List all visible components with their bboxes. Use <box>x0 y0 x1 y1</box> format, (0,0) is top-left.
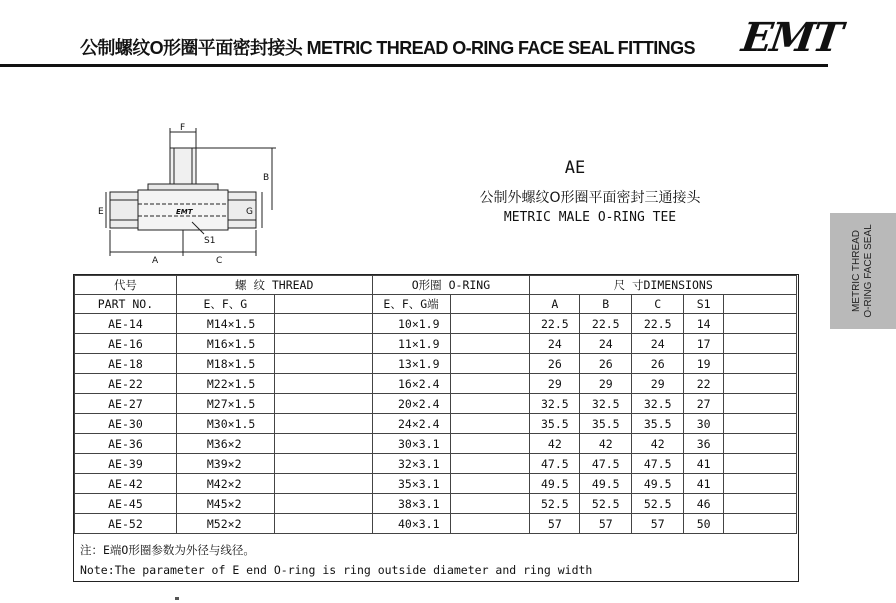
cell-blank <box>724 414 797 434</box>
cell-blank <box>450 334 530 354</box>
cell-oring: 10×1.9 <box>372 314 450 334</box>
cell-a: 57 <box>530 514 580 534</box>
cell-part-no: AE-52 <box>75 514 177 534</box>
table-row <box>75 334 797 354</box>
cell-b: 24 <box>580 334 632 354</box>
cell-part-no: AE-45 <box>75 494 177 514</box>
table-body <box>75 314 797 534</box>
cell-c: 52.5 <box>632 494 684 514</box>
table-notes <box>80 540 792 580</box>
table-row <box>75 354 797 374</box>
table-row <box>75 454 797 474</box>
header-dims-blank <box>724 295 797 314</box>
cell-part-no: AE-22 <box>75 374 177 394</box>
dimensions-table <box>74 275 797 534</box>
drawing-label-a: A <box>152 256 159 266</box>
section-side-tab <box>830 213 896 329</box>
cell-a: 52.5 <box>530 494 580 514</box>
note-cn: 注：E端O形圈参数为外径与线径。 <box>80 543 255 557</box>
cell-thread: M22×1.5 <box>176 374 274 394</box>
header-thread-sub: E、F、G <box>176 295 274 314</box>
table-row <box>75 374 797 394</box>
header-code-cn: 代号 <box>75 276 177 295</box>
header-a: A <box>530 295 580 314</box>
cell-thread: M14×1.5 <box>176 314 274 334</box>
cell-s1: 17 <box>684 334 724 354</box>
cell-thread: M16×1.5 <box>176 334 274 354</box>
cell-thread: M36×2 <box>176 434 274 454</box>
cell-c: 22.5 <box>632 314 684 334</box>
drawing-run-left <box>110 192 138 228</box>
cell-s1: 22 <box>684 374 724 394</box>
header-dimensions: 尺 寸DIMENSIONS <box>530 276 797 295</box>
side-tab-line-1: METRIC THREAD <box>851 229 862 313</box>
brand-logo: EMT <box>738 14 844 61</box>
cell-oring: 30×3.1 <box>372 434 450 454</box>
cell-part-no: AE-14 <box>75 314 177 334</box>
cell-blank <box>450 374 530 394</box>
cell-s1: 50 <box>684 514 724 534</box>
cell-c: 47.5 <box>632 454 684 474</box>
cell-b: 42 <box>580 434 632 454</box>
cell-b: 49.5 <box>580 474 632 494</box>
header-oring-blank <box>450 295 530 314</box>
side-tab-label <box>851 224 875 317</box>
cell-a: 35.5 <box>530 414 580 434</box>
cell-c: 32.5 <box>632 394 684 414</box>
cell-b: 57 <box>580 514 632 534</box>
cell-oring: 38×3.1 <box>372 494 450 514</box>
cell-c: 57 <box>632 514 684 534</box>
header-thread-blank <box>274 295 372 314</box>
cell-blank <box>274 394 372 414</box>
cell-oring: 11×1.9 <box>372 334 450 354</box>
cell-blank <box>724 454 797 474</box>
cell-blank <box>450 394 530 414</box>
side-tab-line-2: O-RING FACE SEAL <box>863 224 874 318</box>
cell-oring: 16×2.4 <box>372 374 450 394</box>
cell-blank <box>450 474 530 494</box>
drawing-label-g: G <box>246 207 253 217</box>
header-part-no: PART NO. <box>75 295 177 314</box>
cell-blank <box>274 474 372 494</box>
cell-s1: 41 <box>684 454 724 474</box>
table-row <box>75 414 797 434</box>
cell-blank <box>274 314 372 334</box>
cell-b: 35.5 <box>580 414 632 434</box>
cell-thread: M45×2 <box>176 494 274 514</box>
tee-fitting-drawing <box>96 122 286 272</box>
header-divider <box>0 64 828 67</box>
cell-c: 49.5 <box>632 474 684 494</box>
cell-s1: 41 <box>684 474 724 494</box>
cell-blank <box>724 334 797 354</box>
cell-b: 26 <box>580 354 632 374</box>
cell-blank <box>450 314 530 334</box>
table-row <box>75 474 797 494</box>
table-row <box>75 314 797 334</box>
table-row <box>75 514 797 534</box>
cell-oring: 40×3.1 <box>372 514 450 534</box>
cell-a: 24 <box>530 334 580 354</box>
cell-c: 26 <box>632 354 684 374</box>
cell-blank <box>274 334 372 354</box>
part-name-en: METRIC MALE O-RING TEE <box>503 210 677 225</box>
part-code: AE <box>564 158 586 178</box>
cell-blank <box>724 474 797 494</box>
table-row <box>75 434 797 454</box>
drawing-stamp: EMT <box>176 208 193 216</box>
cell-part-no: AE-16 <box>75 334 177 354</box>
cell-blank <box>450 514 530 534</box>
cell-thread: M30×1.5 <box>176 414 274 434</box>
cell-oring: 35×3.1 <box>372 474 450 494</box>
cell-thread: M18×1.5 <box>176 354 274 374</box>
cell-thread: M42×2 <box>176 474 274 494</box>
cell-a: 22.5 <box>530 314 580 334</box>
cell-s1: 19 <box>684 354 724 374</box>
cell-s1: 30 <box>684 414 724 434</box>
cell-thread: M52×2 <box>176 514 274 534</box>
page-title: 公制螺纹O形圈平面密封接头 METRIC THREAD O-RING FACE SEAL FITTINGS <box>80 38 695 58</box>
cell-part-no: AE-42 <box>75 474 177 494</box>
cell-s1: 36 <box>684 434 724 454</box>
footer-mark <box>175 597 179 600</box>
note-en: Note:The parameter of E end O-ring is ring outside diameter and ring width <box>80 563 593 577</box>
cell-s1: 14 <box>684 314 724 334</box>
header-oring: O形圈 O-RING <box>372 276 530 295</box>
header-c: C <box>632 295 684 314</box>
cell-blank <box>274 514 372 534</box>
cell-a: 32.5 <box>530 394 580 414</box>
cell-part-no: AE-27 <box>75 394 177 414</box>
header-thread: 螺 纹 THREAD <box>176 276 372 295</box>
cell-part-no: AE-36 <box>75 434 177 454</box>
cell-blank <box>274 494 372 514</box>
cell-blank <box>274 374 372 394</box>
table-header-row-1 <box>75 276 797 295</box>
cell-blank <box>274 414 372 434</box>
cell-b: 47.5 <box>580 454 632 474</box>
cell-blank <box>274 434 372 454</box>
cell-oring: 13×1.9 <box>372 354 450 374</box>
cell-part-no: AE-18 <box>75 354 177 374</box>
cell-oring: 20×2.4 <box>372 394 450 414</box>
cell-s1: 46 <box>684 494 724 514</box>
cell-b: 29 <box>580 374 632 394</box>
drawing-label-f: F <box>180 123 186 133</box>
table-row <box>75 394 797 414</box>
cell-thread: M39×2 <box>176 454 274 474</box>
cell-blank <box>274 354 372 374</box>
header-b: B <box>580 295 632 314</box>
part-name-cn: 公制外螺纹O形圈平面密封三通接头 <box>479 190 701 206</box>
cell-s1: 27 <box>684 394 724 414</box>
cell-c: 42 <box>632 434 684 454</box>
cell-blank <box>724 434 797 454</box>
cell-blank <box>724 374 797 394</box>
dimensions-table-frame <box>73 274 799 582</box>
cell-b: 52.5 <box>580 494 632 514</box>
cell-blank <box>450 354 530 374</box>
drawing-label-b: B <box>263 173 270 183</box>
cell-blank <box>450 454 530 474</box>
table-row <box>75 494 797 514</box>
cell-blank <box>450 434 530 454</box>
cell-blank <box>724 354 797 374</box>
drawing-label-e: E <box>98 207 104 217</box>
cell-b: 22.5 <box>580 314 632 334</box>
cell-b: 32.5 <box>580 394 632 414</box>
cell-a: 29 <box>530 374 580 394</box>
cell-c: 29 <box>632 374 684 394</box>
cell-blank <box>450 494 530 514</box>
header-s1: S1 <box>684 295 724 314</box>
cell-c: 35.5 <box>632 414 684 434</box>
cell-thread: M27×1.5 <box>176 394 274 414</box>
cell-a: 42 <box>530 434 580 454</box>
cell-oring: 32×3.1 <box>372 454 450 474</box>
cell-blank <box>724 494 797 514</box>
cell-part-no: AE-39 <box>75 454 177 474</box>
header-oring-sub: E、F、G端 <box>372 295 450 314</box>
cell-blank <box>724 314 797 334</box>
cell-oring: 24×2.4 <box>372 414 450 434</box>
drawing-label-c: C <box>216 256 223 266</box>
cell-blank <box>724 514 797 534</box>
cell-blank <box>274 454 372 474</box>
cell-part-no: AE-30 <box>75 414 177 434</box>
drawing-label-s1: S1 <box>204 236 216 246</box>
cell-c: 24 <box>632 334 684 354</box>
cell-blank <box>450 414 530 434</box>
cell-a: 26 <box>530 354 580 374</box>
table-header-row-2 <box>75 295 797 314</box>
cell-a: 49.5 <box>530 474 580 494</box>
cell-blank <box>724 394 797 414</box>
cell-a: 47.5 <box>530 454 580 474</box>
